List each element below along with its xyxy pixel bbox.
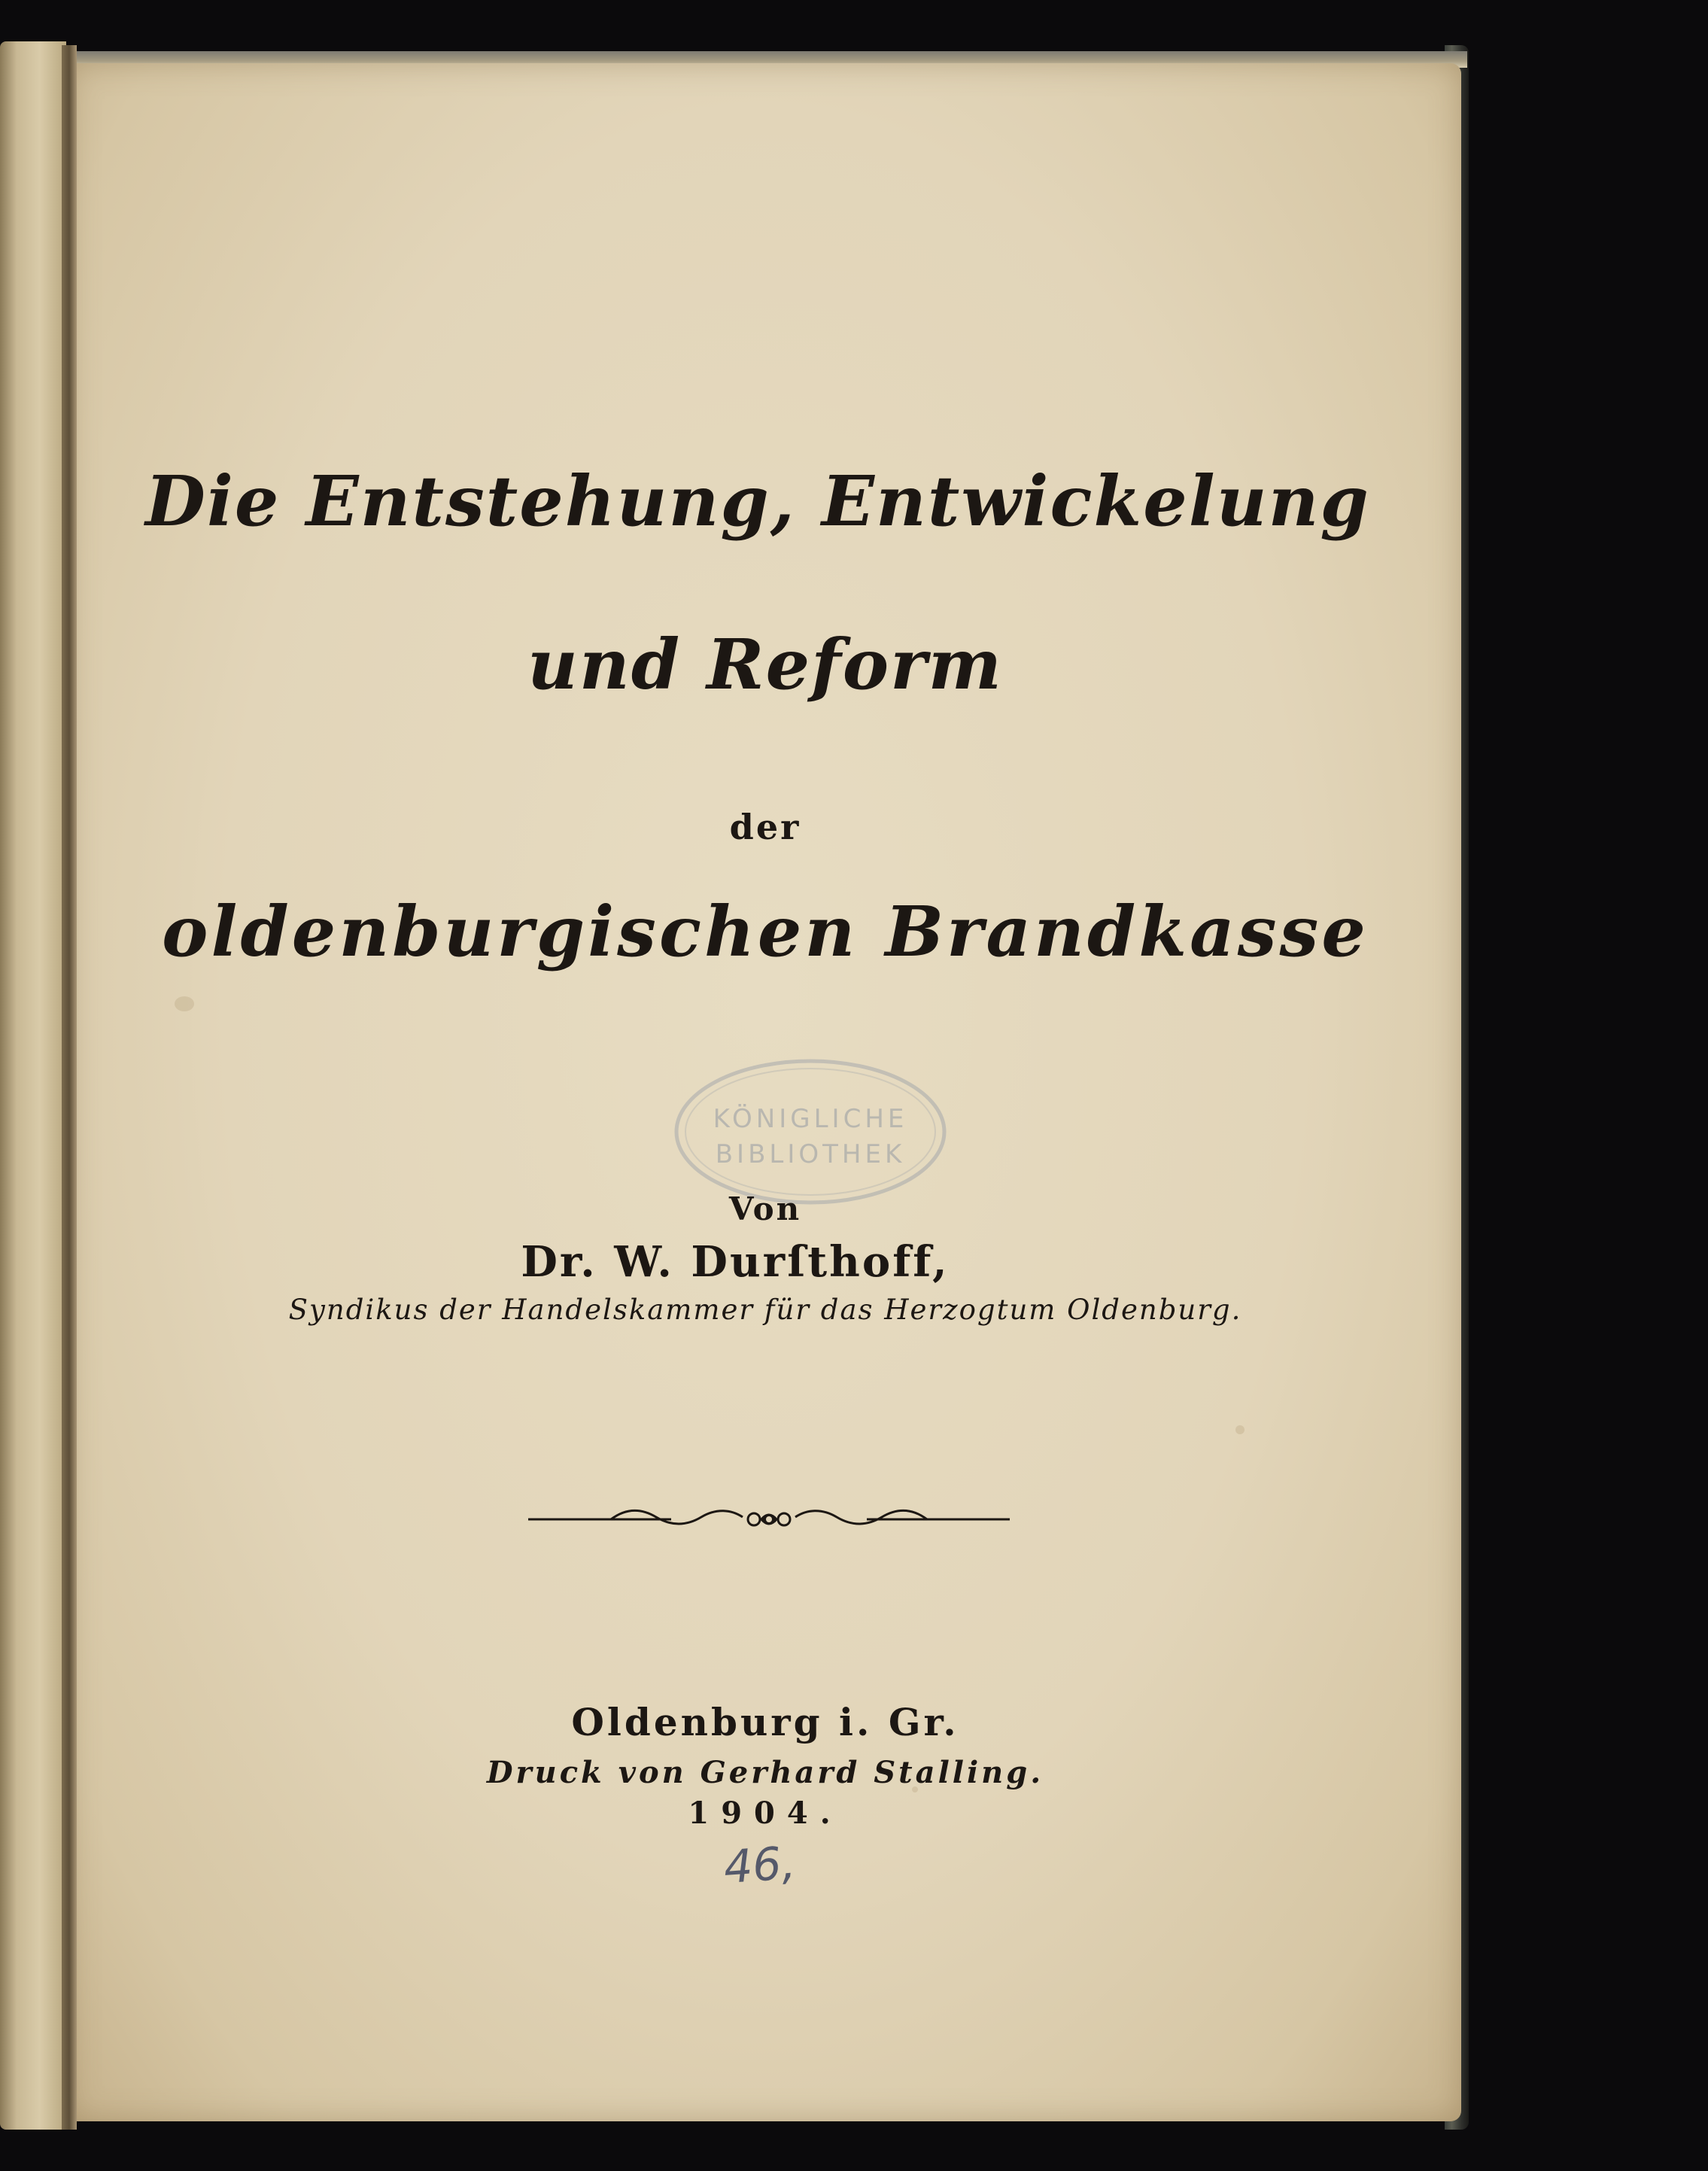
title-line-1: Die Entstehung, Entwickelung — [145, 461, 1370, 542]
ornament-divider — [528, 1501, 1010, 1538]
title-page-content — [69, 63, 1461, 2121]
imprint-year: 1904. — [688, 1795, 843, 1831]
stamp-text-line-1: KÖNIGLICHE — [713, 1104, 908, 1134]
title-line-3: der — [729, 807, 801, 847]
left-facing-page — [0, 41, 66, 2130]
author-name: Dr. W. Durſthoff, — [521, 1237, 950, 1287]
title-page — [69, 63, 1461, 2121]
foxing-spot — [175, 996, 194, 1011]
foxing-spot — [1235, 1425, 1245, 1434]
author-prefix: Von — [728, 1190, 802, 1227]
imprint-printer: Druck von Gerhard Stalling. — [486, 1755, 1044, 1790]
book-gutter — [62, 45, 77, 2130]
author-affiliation: Syndikus der Handelskammer für das Herzogtum Oldenburg. — [288, 1294, 1242, 1326]
imprint-place: Oldenburg i. Gr. — [571, 1700, 959, 1744]
stamp-text-line-2: BIBLIOTHEK — [715, 1139, 906, 1169]
title-line-4: oldenburgischen Brandkasse — [162, 891, 1369, 972]
handwritten-shelf-number: 46, — [722, 1836, 798, 1895]
title-line-2: und Reform — [527, 624, 1003, 705]
